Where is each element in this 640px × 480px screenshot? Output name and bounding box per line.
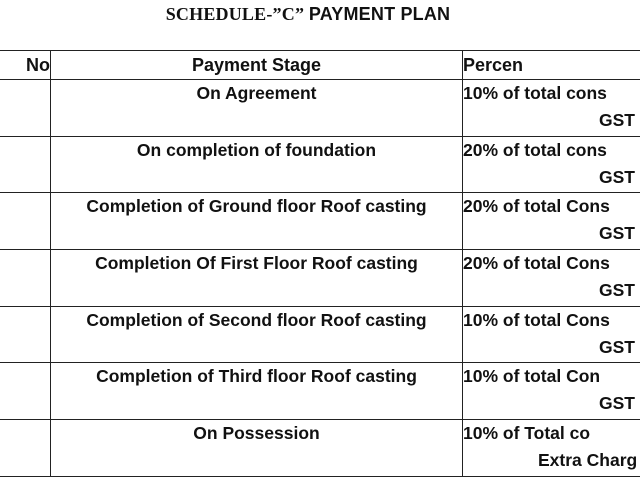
payment-schedule-table — [0, 50, 640, 477]
percentage-cell — [463, 250, 640, 307]
row-number-cell — [0, 420, 51, 477]
row-number-cell — [0, 136, 51, 193]
percentage-cell — [463, 363, 640, 420]
table-row — [0, 420, 640, 477]
payment-stage-cell: Completion of Second floor Roof casting — [51, 306, 463, 363]
percentage-note: GST — [599, 166, 635, 187]
table-row — [0, 250, 640, 307]
percentage-cell — [463, 420, 640, 477]
row-number-cell — [0, 250, 51, 307]
document-title-prefix: SCHEDULE-”C” — [165, 4, 305, 24]
table-row — [0, 80, 640, 137]
percentage-text: 20% of total Cons — [463, 253, 610, 274]
percentage-cell — [463, 136, 640, 193]
payment-stage-cell: On Possession — [51, 420, 463, 477]
payment-stage-cell: On Agreement — [51, 80, 463, 137]
percentage-cell — [463, 193, 640, 250]
percentage-note: GST — [599, 110, 635, 130]
table-row — [0, 193, 640, 250]
percentage-cell — [463, 306, 640, 363]
percentage-text: 10% of total Cons — [463, 309, 610, 330]
column-header-payment-stage: Payment Stage — [51, 51, 463, 80]
percentage-note: GST — [599, 393, 635, 414]
percentage-text: 10% of Total co — [463, 423, 591, 444]
document-title — [0, 4, 616, 25]
payment-stage-cell: Completion Of First Floor Roof casting — [51, 250, 463, 307]
percentage-note: GST — [599, 336, 635, 357]
document-title-suffix: PAYMENT PLAN — [308, 4, 451, 24]
column-header-no: No — [0, 51, 51, 80]
percentage-text: 20% of total Cons — [463, 196, 610, 217]
row-number-cell — [0, 306, 51, 363]
percentage-note: GST — [599, 280, 635, 301]
table-row — [0, 136, 640, 193]
percentage-text: 10% of total Con — [463, 366, 601, 387]
payment-stage-cell: Completion of Ground floor Roof casting — [51, 193, 463, 250]
row-number-cell — [0, 193, 51, 250]
column-header-percentage: Percen — [463, 51, 640, 80]
row-number-cell — [0, 363, 51, 420]
table-header-row — [0, 51, 640, 80]
percentage-text: 10% of total cons — [463, 83, 607, 103]
percentage-text: 20% of total cons — [463, 139, 607, 160]
table-row — [0, 306, 640, 363]
table-row — [0, 363, 640, 420]
payment-stage-cell: Completion of Third floor Roof casting — [51, 363, 463, 420]
row-number-cell — [0, 80, 51, 137]
percentage-note: GST — [599, 223, 635, 244]
payment-stage-cell: On completion of foundation — [51, 136, 463, 193]
percentage-cell — [463, 80, 640, 137]
percentage-note: Extra Charg — [538, 450, 638, 471]
